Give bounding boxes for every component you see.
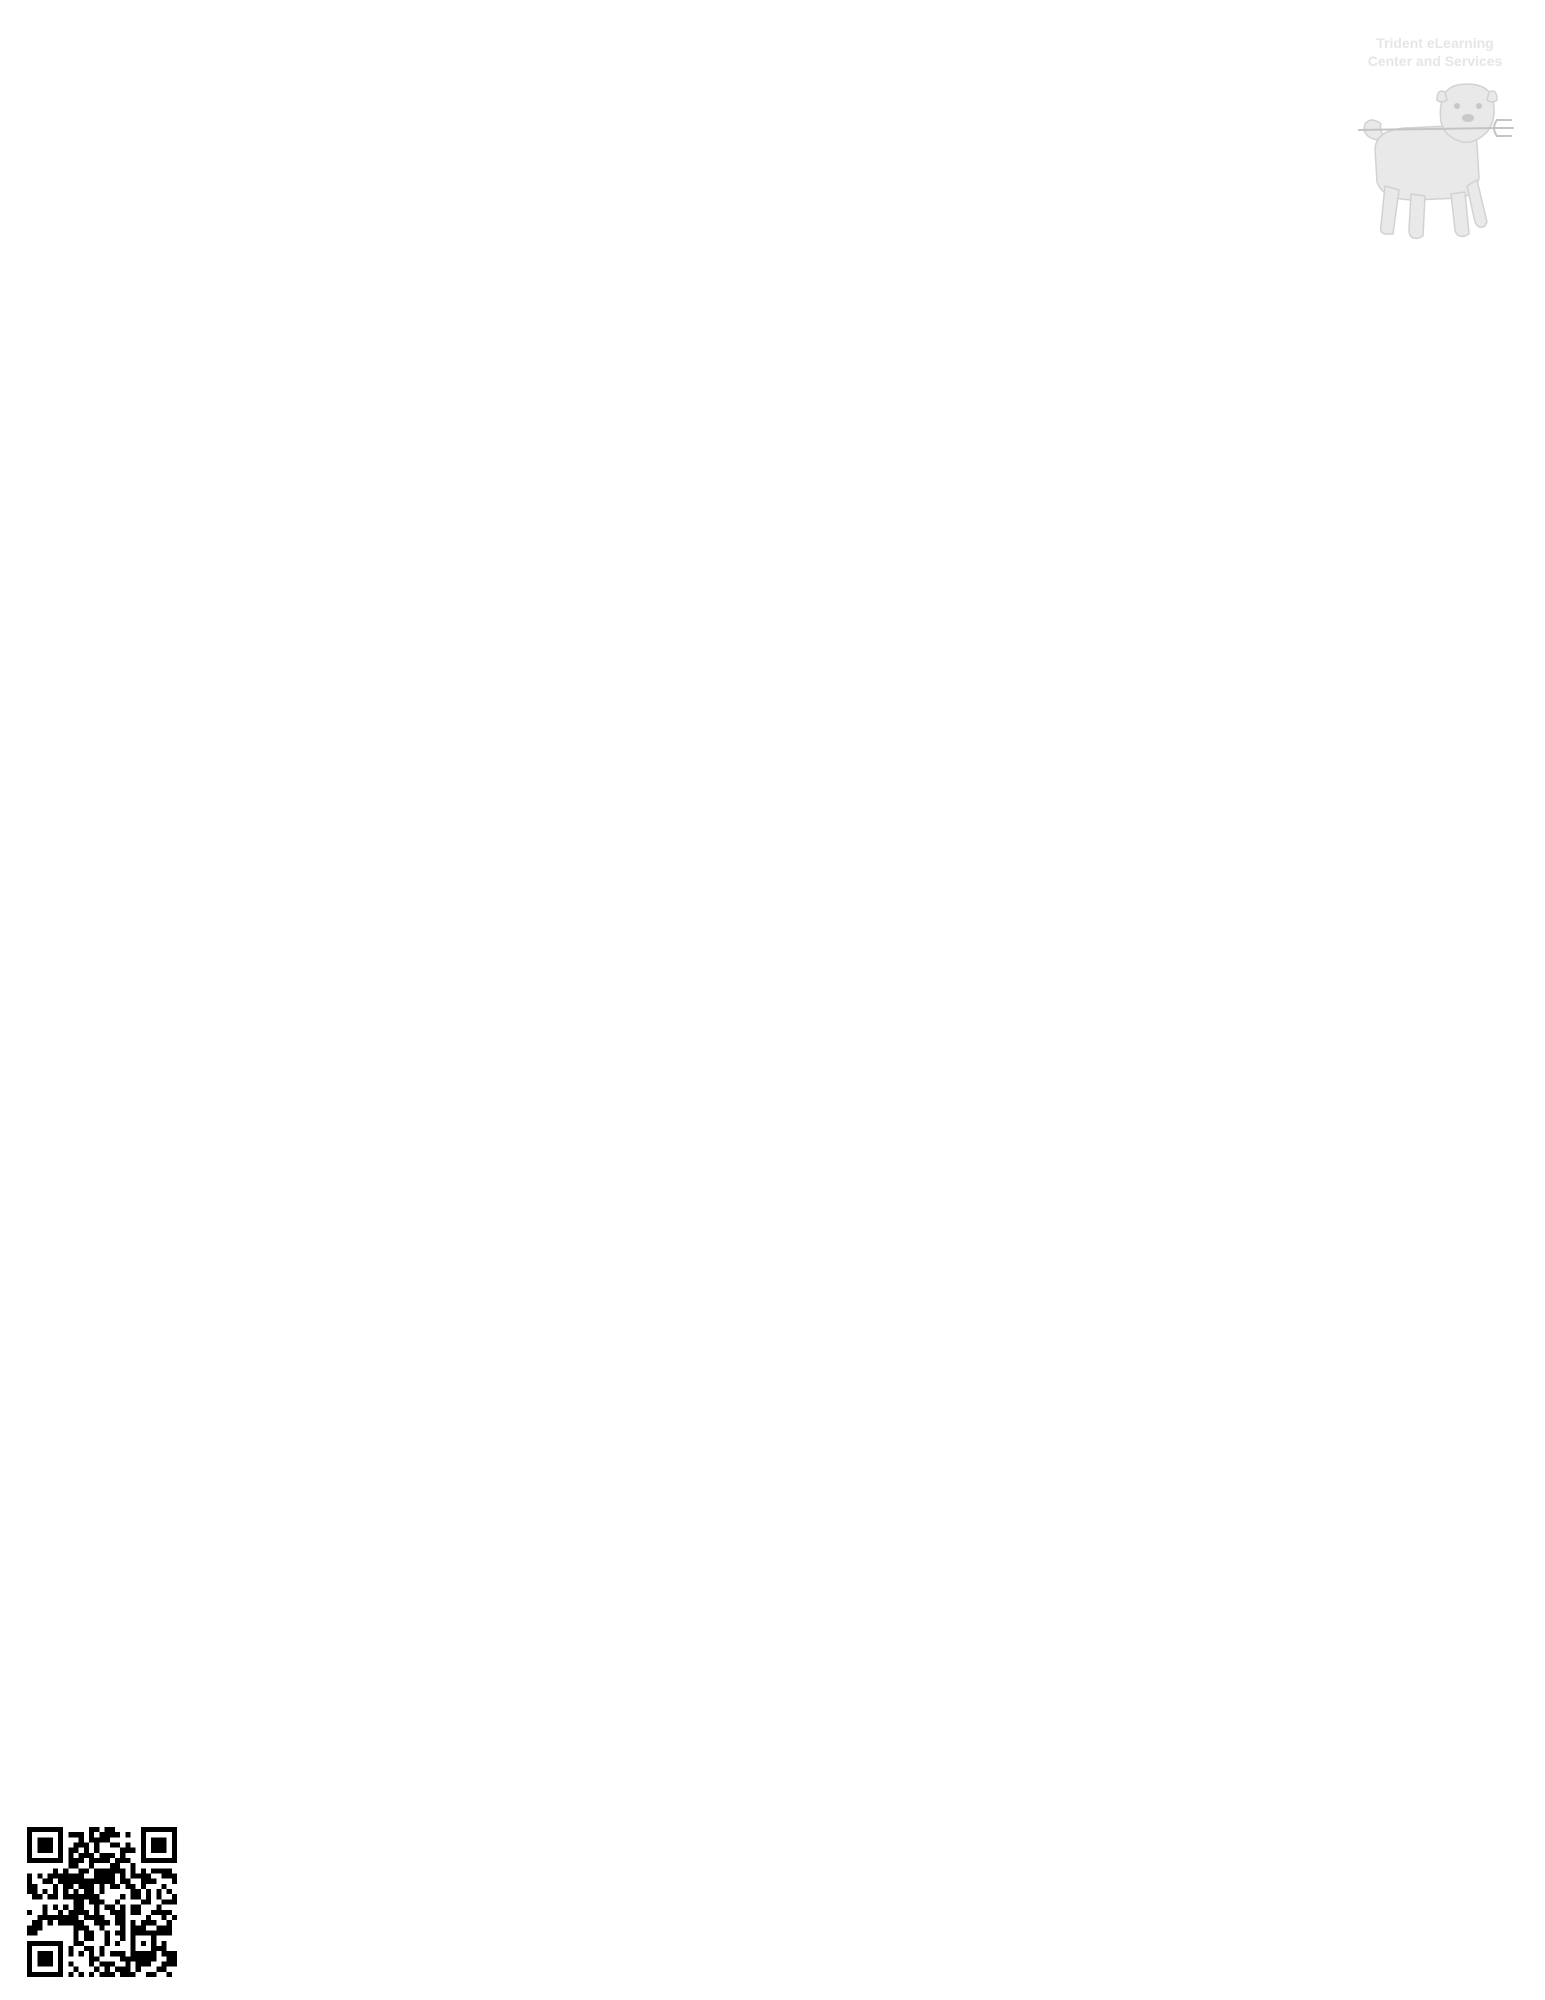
watermark-title: Trident eLearning Center and Services [1367, 35, 1503, 69]
qr-code-icon [27, 1827, 177, 1977]
pug-trident-icon [1355, 78, 1515, 243]
watermark-logo [1355, 34, 1515, 244]
